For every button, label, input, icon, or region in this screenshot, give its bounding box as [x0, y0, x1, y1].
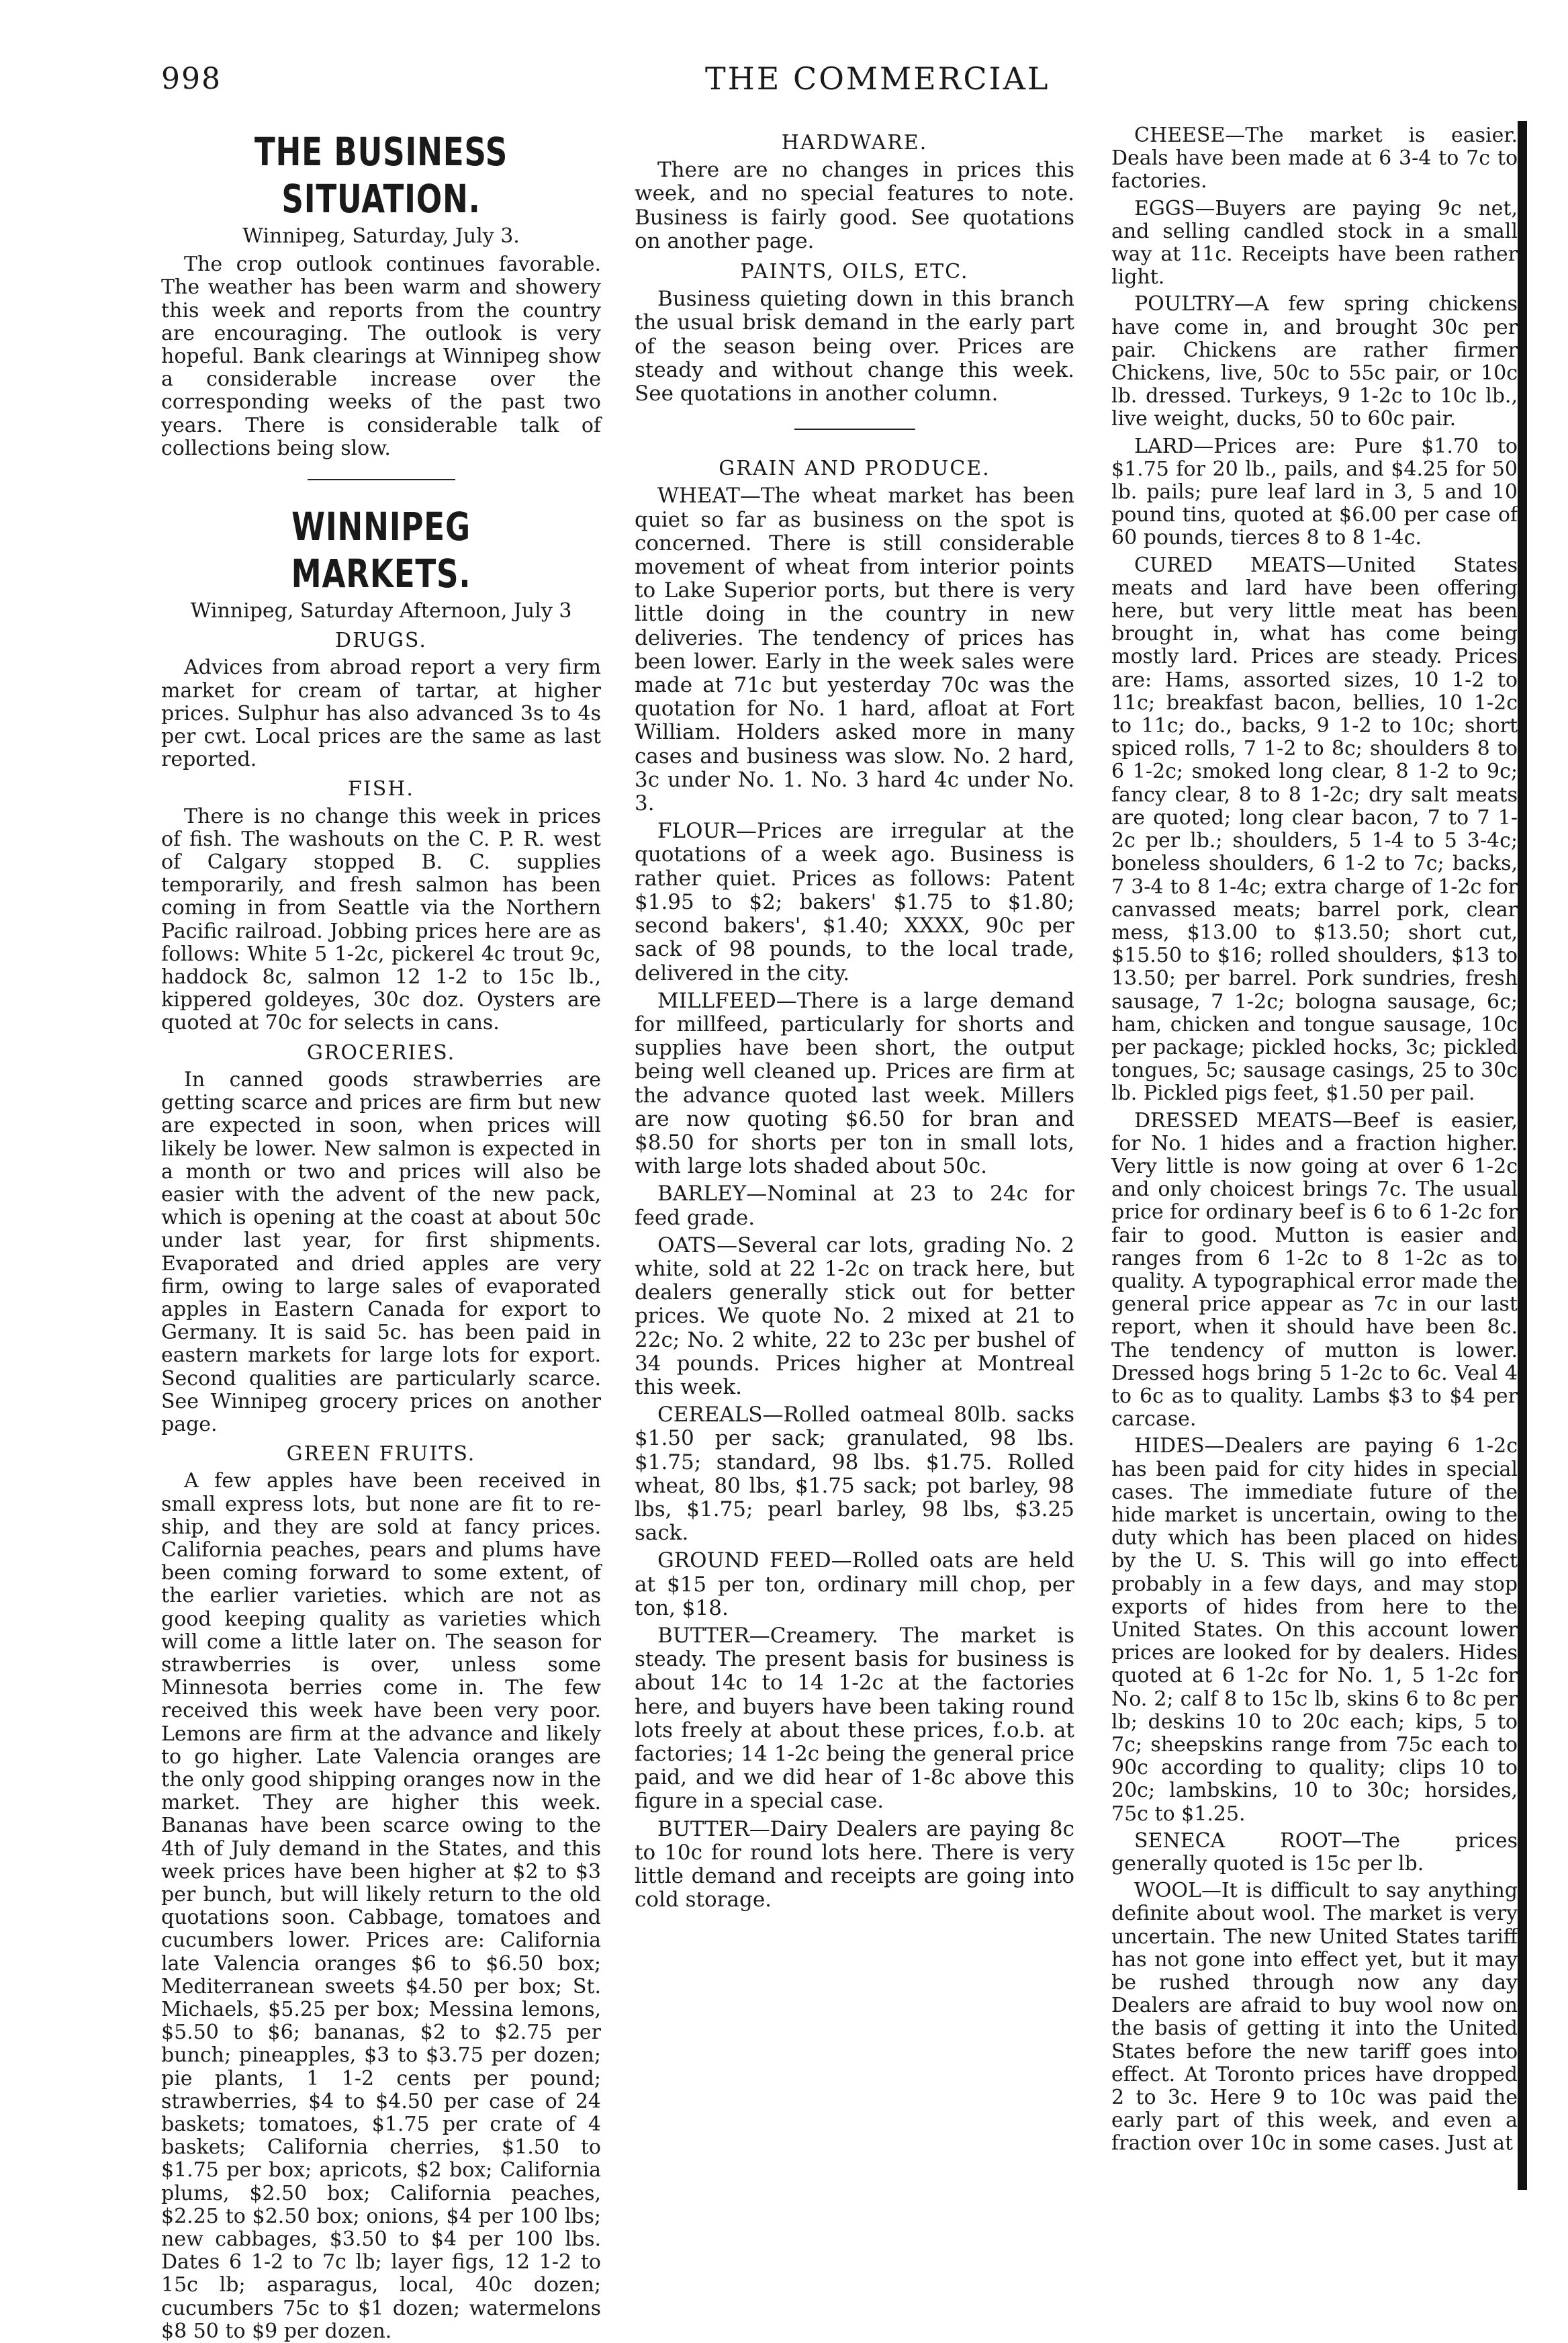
column-2 — [635, 124, 1074, 1912]
paints-heading: PAINTS, OILS, ETC. — [740, 260, 969, 284]
millfeed-paragraph: MILLFEED—There is a large demand for millfeed, particularly for shorts and supplies have been short, the output being well cleaned up. Prices are firm at the advance quoted last week. Millers are now quoting $6.50 for bran and $8.50 for shorts per ton in small lots, with large lots shaded about 50c. — [635, 988, 1074, 1179]
fish-body: There is no change this week in prices of fish. The washouts on the C. P. R. west of Calgary stopped B. C. supplies temporarily, and fresh salmon has been coming in from Seattle via the Northern Pacific railroad. Jobbing prices here are as follows: White 5 1-2c, pickerel 4c trout 9c, haddock 8c, salmon 12 1-2 to 15c lb., kippered goldeyes, 30c doz. Oysters are quoted at 70c for selects in cans. — [161, 804, 601, 1035]
hardware-body: There are no changes in prices this week, and no special features to note. Business is fairly good. See quotations on another page. — [635, 158, 1074, 253]
page-number: 998 — [161, 62, 222, 96]
green-fruits-body: A few apples have been received in small express lots, but none are fit to re-ship, and they are sold at fancy prices. California peaches, pears and plums have been coming forward to some extent, of the earlier varieties. which are not as good keeping quality as varieties which will come a little later on. The season for strawberries is over, unless some Minnesota berries come in. The few received this week have been very poor. Lemons are firm at the advance and likely to go higher. Late Valencia oranges are the only good shipping oranges now in the market. They are higher this week. Bananas have been scarce owing to the 4th of July demand in the States, and this week prices have been higher at $2 to $3 per bunch, but will likely return to the old quotations soon. Cabbage, tomatoes and cucumbers lower. Prices are: California late Valencia oranges $6 to $6.50 box; Mediterranean sweets $4.50 per box; St. Michaels, $5.25 per box; Messina lemons, $5.50 to $6; bananas, $2 to $2.75 per bunch; pineapples, $3 to $3.75 per dozen; pie plants, 1 1-2 cents per pound; strawberries, $4 to $4.50 per case of 24 baskets; tomatoes, $1.75 per crate of 4 baskets; California cherries, $1.50 to $1.75 per box; apricots, $2 box; California plums, $2.50 box; California peaches, $2.25 to $2.50 box; onions, $4 per 100 lbs; new cabbages, $3.50 to $4 per 100 lbs. Dates 6 1-2 to 7c lb; layer figs, 12 1-2 to 15c lb; asparagus, local, 40c dozen; cucumbers 75c to $1 dozen; watermelons $8 50 to $9 per dozen. — [161, 1469, 601, 2343]
wool-paragraph: WOOL—It is difficult to say anything definite about wool. The market is very uncertain. The new United States tariff has not gone into effect yet, but it may be rushed through now any day Dealers are afraid to buy wool now on the basis of getting it into the United States before the new tariff goes into effect. At Toronto prices have dropped 2 to 3c. Here 9 to 10c was paid the early part of this week, and even a fraction over 10c in some cases. Just at — [1111, 1879, 1518, 2156]
ground-feed-paragraph: GROUND FEED—Rolled oats are held at $15 per ton, ordinary mill chop, per ton, $18. — [635, 1548, 1074, 1620]
column-1 — [161, 124, 601, 2343]
masthead: THE COMMERCIAL — [705, 60, 1050, 97]
green-fruits-heading: GREEN FRUITS. — [286, 1442, 476, 1466]
butter-dairy-paragraph: BUTTER—Dairy Dealers are paying 8c to 10c for round lots here. There is very little demand and receipts are going into cold storage. — [635, 1816, 1074, 1912]
flour-paragraph: FLOUR—Prices are irregular at the quotations of a week ago. Business is rather quiet. Prices as follows: Patent $1.95 to $2; bakers' $1.75 to $1.80; second bakers', $1.40; XXXX, 90c per sack of 98 pounds, to the local trade, delivered in the city. — [635, 819, 1074, 985]
hides-paragraph: HIDES—Dealers are paying 6 1-2c has been paid for city hides in special cases. The immediate future of the hide market is uncertain, owing to the duty which has been placed on hides by the U. S. This will go into effect probably in a few days, and may stop exports of hides from here to the United States. On this account lower prices are looked for by dealers. Hides quoted at 6 1-2c for No. 1, 5 1-2c for No. 2; calf 8 to 15c lb, skins 6 to 8c per lb; deskins 10 to 20c each; kips, 5 to 7c; sheepskins range from 75c each to 90c according to quality; clips 10 to 20c; lambskins, 10 to 30c; horsides, 75c to $1.25. — [1111, 1434, 1518, 1826]
dressed-meats-paragraph: DRESSED MEATS—Beef is easier, for No. 1 hides and a fraction higher. Very little is now going at over 6 1-2c and only choicest brings 7c. The usual price for ordinary beef is 6 to 6 1-2c for fair to good. Mutton is easier and ranges from 6 1-2c to 8 1-2c as to quality. A typographical error made the general price appear as 7c in our last report, when it should have been 8c. The tendency of mutton is lower. Dressed hogs bring 5 1-2c to 6c. Veal 4 to 6c as to quality. Lambs $3 to $4 per carcase. — [1111, 1108, 1518, 1431]
markets-title: WINNIPEG MARKETS. — [291, 504, 471, 597]
butter-creamery-paragraph: BUTTER—Creamery. The market is steady. The present basis for business is about 14c to 14 1-2c at the factories here, and buyers have been taking round lots freely at about these prices, f.o.b. at factories; 14 1-2c being the general price paid, and we did hear of 1-8c above this figure in a special case. — [635, 1623, 1074, 1814]
section-divider — [794, 429, 915, 430]
groceries-heading: GROCERIES. — [306, 1041, 456, 1065]
poultry-paragraph: POULTRY—A few spring chickens have come in, and brought 30c per pair. Chickens are rather firmer Chickens, live, 50c to 55c pair, or 10c lb. dressed. Turkeys, 9 1-2c to 10c lb., live weight, ducks, 50 to 60c pair. — [1111, 292, 1518, 431]
oats-paragraph: OATS—Several car lots, grading No. 2 white, sold at 22 1-2c on track here, but dealers generally stick out for better prices. We quote No. 2 mixed at 21 to 22c; No. 2 white, 22 to 23c per bushel of 34 pounds. Prices higher at Montreal this week. — [635, 1233, 1074, 1399]
barley-paragraph: BARLEY—Nominal at 23 to 24c for feed grade. — [635, 1182, 1074, 1230]
markets-dateline: Winnipeg, Saturday Afternoon, July 3 — [190, 599, 572, 623]
business-situation-body: The crop outlook continues favorable. The weather has been warm and showery this week and reports from the country are encouraging. The outlook is very hopeful. Bank clearings at Winnipeg show a considerable increase over the corresponding weeks of the past two years. There is considerable talk of collections being slow. — [161, 253, 601, 460]
cereals-paragraph: CEREALS—Rolled oatmeal 80lb. sacks $1.50 per sack; granulated, 98 lbs. $1.75; standard, 98 lbs. $1.75. Rolled wheat, 80 lbs, $1.75 sack; pot barley, 98 lbs, $1.75; pearl barley, 98 lbs, $3.25 sack. — [635, 1403, 1074, 1546]
business-situation-title: THE BUSINESS SITUATION. — [254, 129, 508, 222]
drugs-heading: DRUGS. — [335, 629, 427, 653]
eggs-paragraph: EGGS—Buyers are paying 9c net, and selling candled stock in a small way at 11c. Receipts have been rather light. — [1111, 196, 1518, 290]
business-situation-dateline: Winnipeg, Saturday, July 3. — [242, 224, 520, 248]
wheat-paragraph: WHEAT—The wheat market has been quiet so far as business on the spot is concerned. There is still considerable movement of wheat from interior points to Lake Superior ports, but there is very little doing in the country in new deliveries. The tendency of prices has been lower. Early in the week sales were made at 71c but yesterday 70c was the quotation for No. 1 hard, afloat at Fort William. Holders asked more in many cases and business was slow. No. 2 hard, 3c under No. 1. No. 3 hard 4c under No. 3. — [635, 484, 1074, 816]
drugs-body: Advices from abroad report a very firm market for cream of tartar, at higher prices. Sulphur has also advanced 3s to 4s per cwt. Local prices are the same as last reported. — [161, 656, 601, 772]
paints-body: Business quieting down in this branch the usual brisk demand in the early part of the season being over. Prices are steady and without change this week. See quotations in another column. — [635, 287, 1074, 406]
lard-paragraph: LARD—Prices are: Pure $1.70 to $1.75 for 20 lb., pails, and $4.25 for 50 lb. pails; pure leaf lard in 3, 5 and 10 pound tins, quoted at $6.00 per case of 60 pounds, tierces 8 to 8 1-4c. — [1111, 434, 1518, 550]
cheese-paragraph: CHEESE—The market is easier. Deals have been made at 6 3-4 to 7c to factories. — [1111, 124, 1518, 193]
seneca-paragraph: SENECA ROOT—The prices generally quoted is 15c per lb. — [1111, 1828, 1518, 1876]
cured-meats-paragraph: CURED MEATS—United States meats and lard have been offering here, but very little meat has been brought in, what has come being mostly lard. Prices are steady. Prices are: Hams, assorted sizes, 10 1-2 to 11c; breakfast bacon, bellies, 10 1-2c to 11c; do., backs, 9 1-2 to 10c; short spiced rolls, 7 1-2 to 8c; shoulders 8 to 6 1-2c; smoked long clear, 8 1-2 to 9c; fancy clear, 8 to 8 1-2c; dry salt meats are quoted; long clear bacon, 7 to 7 1-2c per lb.; shoulders, 5 1-4 to 5 3-4c; boneless shoulders, 6 1-2 to 7c; backs, 7 3-4 to 8 1-4c; extra charge of 1-2c for canvassed meats; barrel pork, clear mess, $13.00 to $13.50; short cut, $15.50 to $16; rolled shoulders, $13 to 13.50; per barrel. Pork sundries, fresh sausage, 7 1-2c; bologna sausage, 6c; ham, chicken and tongue sausage, 10c per package; pickled hocks, 3c; pickled tongues, 5c; sausage casings, 25 to 30c lb. Pickled pigs feet, $1.50 per pail. — [1111, 553, 1518, 1106]
fish-heading: FISH. — [348, 777, 414, 801]
grain-heading: GRAIN AND PRODUCE. — [719, 457, 990, 481]
page-edge-shadow — [1518, 121, 1527, 2190]
groceries-body: In canned goods strawberries are getting scarce and prices are firm but new are expected in soon, when prices will likely be lower. New salmon is expected in a month or two and prices will also be easier with the advent of the new pack, which is opening at the coast at about 50c under last year, for first shipments. Evaporated and dried apples are very firm, owing to large sales of evaporated apples in Eastern Canada for export to Germany. It is said 5c. has been paid in eastern markets for large lots for export. Second qualities are particularly scarce. See Winnipeg grocery prices on another page. — [161, 1067, 601, 1436]
column-3 — [1111, 124, 1518, 2180]
hardware-heading: HARDWARE. — [781, 131, 928, 154]
section-divider — [308, 479, 455, 480]
